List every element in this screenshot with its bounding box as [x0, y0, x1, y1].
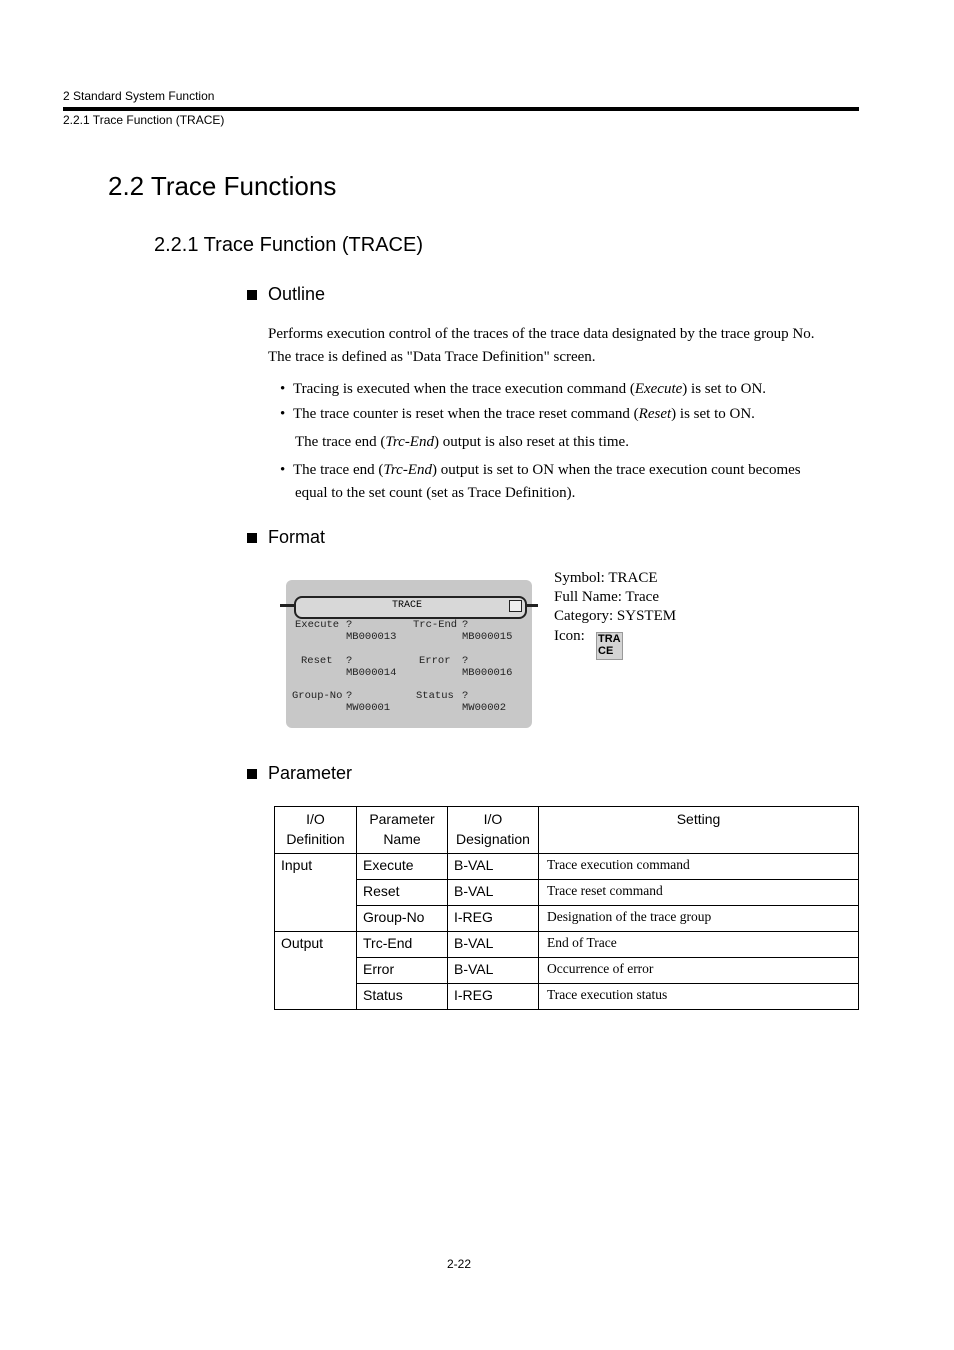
param-setting: Trace reset command: [539, 880, 859, 906]
block-reset-q: ?: [346, 655, 353, 667]
block-reset-label: Reset: [301, 655, 333, 667]
param-setting: End of Trace: [539, 932, 859, 958]
block-group-label: Group-No: [292, 690, 343, 702]
block-execute-reg: MB000013: [346, 631, 397, 643]
block-group-reg: MW00001: [346, 702, 391, 714]
param-designation: B-VAL: [448, 932, 539, 958]
block-group-q: ?: [346, 690, 353, 702]
param-designation: B-VAL: [448, 880, 539, 906]
group-cell-empty: [275, 880, 357, 906]
outline-paragraph: [268, 323, 814, 369]
page-number: 2-22: [447, 1257, 472, 1271]
square-bullet-icon: [247, 290, 257, 300]
bullet-emphasis: Trc-End: [383, 462, 432, 478]
group-cell-empty: [275, 906, 357, 932]
param-setting: Designation of the trace group: [539, 906, 859, 932]
param-name: Execute: [357, 854, 448, 880]
outline-line-1: Performs execution control of the traces of the trace data designated by the trace group No.: [268, 326, 815, 342]
table-header-row: [275, 807, 859, 854]
section-title: 2.2 Trace Functions: [108, 171, 337, 201]
bullet-text: The trace counter is reset when the trace reset command (: [293, 406, 639, 422]
bullet-text: equal to the set count (set as Trace Definition).: [295, 485, 576, 501]
param-name: Error: [357, 958, 448, 984]
block-connector-left: [280, 604, 294, 607]
format-heading-label: Format: [268, 527, 326, 547]
running-header-section: 2.2.1 Trace Function (TRACE): [63, 113, 225, 127]
bullet-text: ) output is set to ON when the trace execution count becomes: [431, 462, 801, 478]
format-symbol: Symbol: TRACE: [554, 570, 658, 586]
header-text: I/O: [306, 811, 325, 827]
trace-icon: [596, 632, 623, 660]
param-designation: I-REG: [448, 984, 539, 1010]
bullet-text: ) output is also reset at this time.: [433, 434, 629, 450]
header-text: Parameter: [369, 811, 435, 827]
running-header-chapter: 2 Standard System Function: [63, 89, 215, 103]
trace-icon-text-2: CE: [598, 645, 614, 657]
bullet-text: The trace end (: [295, 434, 386, 450]
table-row: [275, 854, 859, 880]
bullet-text: Tracing is executed when the trace execution command (: [293, 381, 635, 397]
block-trcend-q: ?: [462, 619, 469, 631]
table-row: [275, 984, 859, 1010]
param-name: Group-No: [357, 906, 448, 932]
table-row: [275, 958, 859, 984]
block-execute-label: Execute: [295, 619, 340, 631]
table-row: [275, 932, 859, 958]
param-setting: Trace execution status: [539, 984, 859, 1010]
block-trcend-label: Trc-End: [413, 619, 458, 631]
parameter-table: [274, 806, 859, 1010]
block-error-label: Error: [419, 655, 451, 667]
table-row: [275, 880, 859, 906]
block-status-q: ?: [462, 690, 469, 702]
block-icon: [509, 600, 522, 612]
block-status-label: Status: [416, 690, 454, 702]
bullet-emphasis: Trc-End: [385, 434, 434, 450]
block-status-reg: MW00002: [462, 702, 507, 714]
outline-heading-label: Outline: [268, 284, 326, 304]
trace-icon-text-1: TRA: [598, 633, 621, 645]
block-error-q: ?: [462, 655, 469, 667]
format-category: Category: SYSTEM: [554, 608, 677, 624]
param-setting: Trace execution command: [539, 854, 859, 880]
header-text: Name: [383, 831, 421, 847]
parameter-heading-label: Parameter: [268, 763, 353, 783]
block-execute-q: ?: [346, 619, 353, 631]
group-cell-empty: [275, 984, 357, 1010]
param-name: Trc-End: [357, 932, 448, 958]
header-io-designation: [448, 807, 539, 854]
header-text: I/O: [483, 811, 503, 827]
block-error-reg: MB000016: [462, 667, 513, 679]
header-io-definition: [275, 807, 357, 854]
header-setting: Setting: [539, 807, 859, 854]
format-full-name: Full Name: Trace: [554, 589, 659, 605]
group-input: Input: [275, 854, 357, 880]
param-designation: B-VAL: [448, 854, 539, 880]
param-designation: B-VAL: [448, 958, 539, 984]
bullet-emphasis: Execute: [634, 381, 683, 397]
header-parameter-name: [357, 807, 448, 854]
outline-heading: [247, 284, 325, 305]
block-title: TRACE: [392, 600, 423, 611]
outline-line-2: The trace is defined as "Data Trace Definition" screen.: [268, 349, 596, 365]
parameter-heading: [247, 763, 352, 784]
param-name: Status: [357, 984, 448, 1010]
table-row: [275, 906, 859, 932]
param-name: Reset: [357, 880, 448, 906]
bullet-dot: •: [280, 406, 286, 422]
subsection-title: 2.2.1 Trace Function (TRACE): [154, 234, 423, 256]
bullet-dot: •: [280, 462, 286, 478]
group-output: Output: [275, 932, 357, 958]
bullet-text: ) is set to ON.: [682, 381, 767, 397]
bullet-dot: •: [280, 381, 286, 397]
header-rule: [63, 107, 859, 111]
header-text: Definition: [286, 831, 345, 847]
bullet-text: The trace end (: [293, 462, 384, 478]
group-cell-empty: [275, 958, 357, 984]
block-reset-reg: MB000014: [346, 667, 397, 679]
format-heading: [247, 527, 325, 548]
header-text: Designation: [456, 831, 530, 847]
param-setting: Occurrence of error: [539, 958, 859, 984]
format-icon-label: Icon:: [554, 628, 585, 644]
param-designation: I-REG: [448, 906, 539, 932]
square-bullet-icon: [247, 769, 257, 779]
square-bullet-icon: [247, 533, 257, 543]
block-trcend-reg: MB000015: [462, 631, 513, 643]
bullet-text: ) is set to ON.: [671, 406, 755, 422]
bullet-emphasis: Reset: [638, 406, 672, 422]
